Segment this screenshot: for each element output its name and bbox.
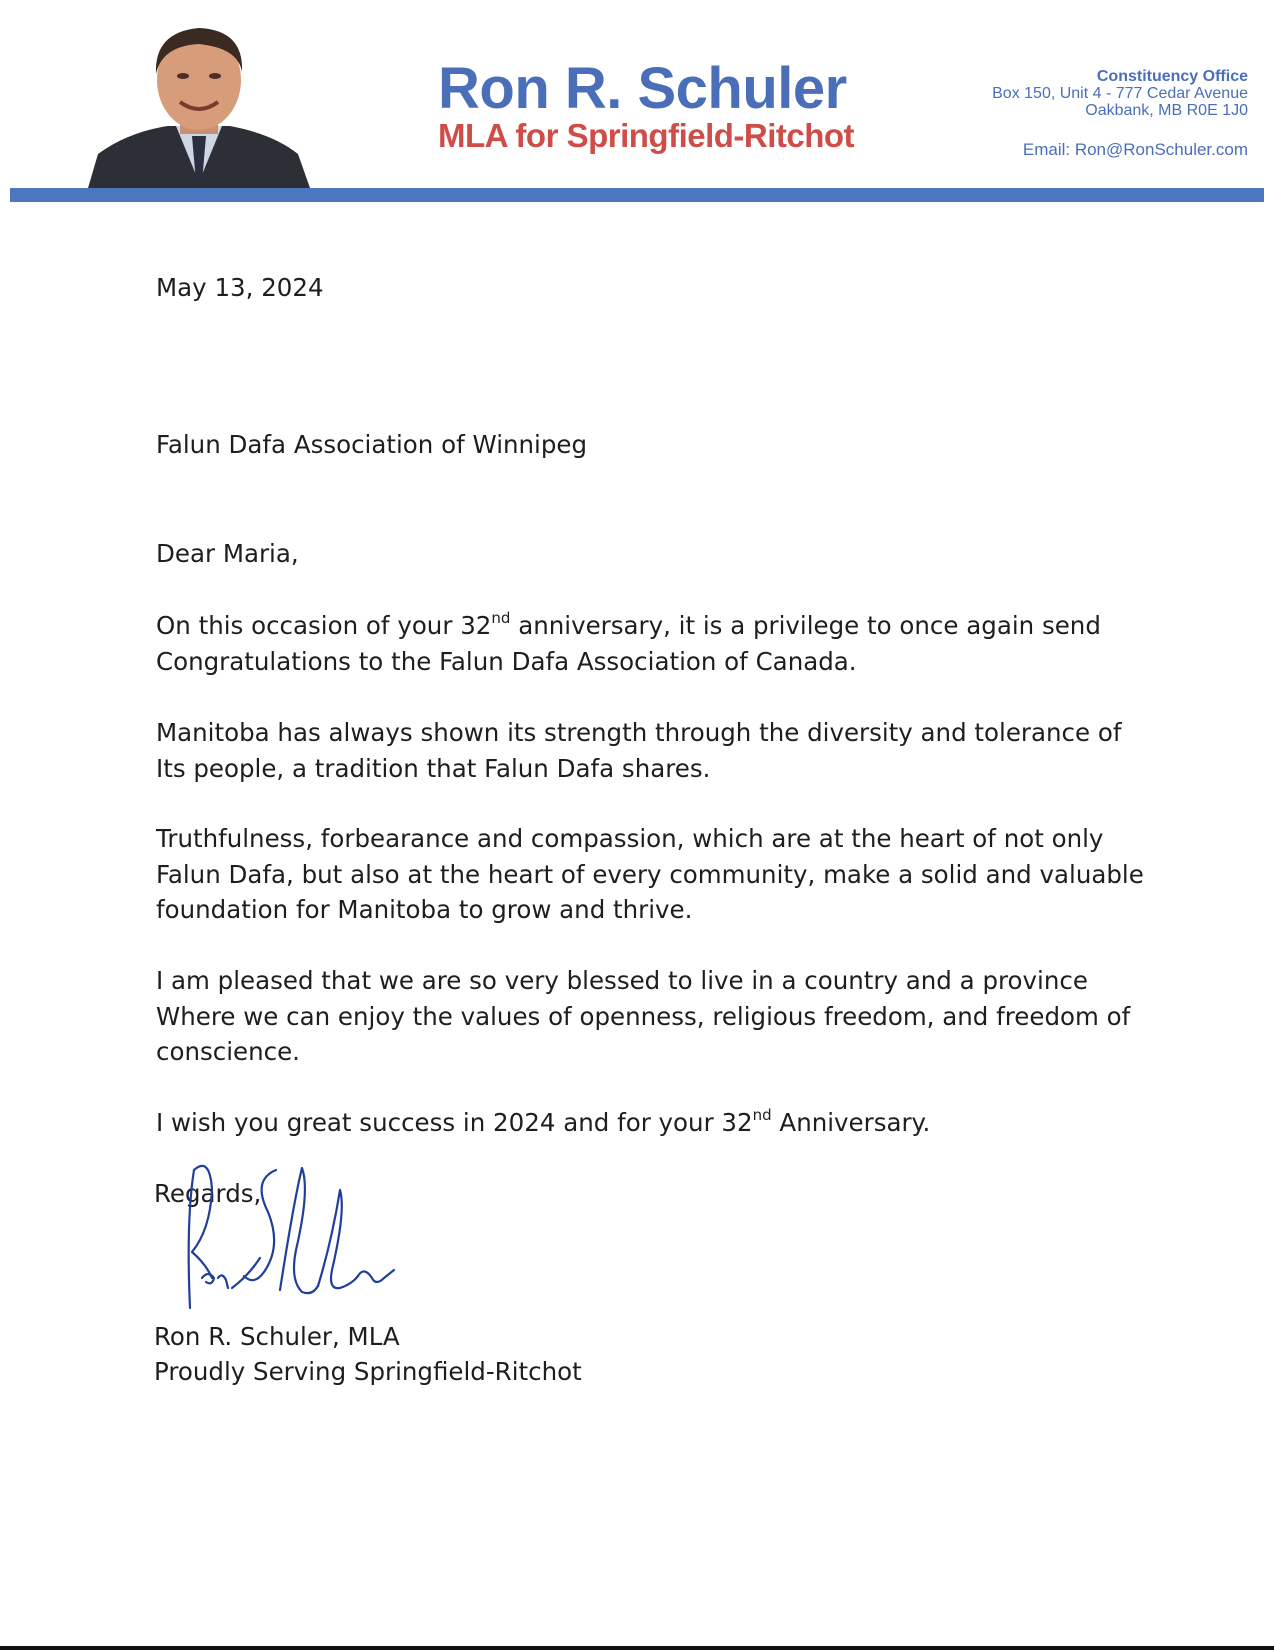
p1-text-b: anniversary, it is a privilege to once again send	[510, 611, 1101, 640]
office-email: Email: Ron@RonSchuler.com	[1022, 140, 1248, 159]
letter-recipient: Falun Dafa Association of Winnipeg	[156, 430, 588, 459]
paragraph-3	[156, 821, 1144, 928]
paragraph-4-line-2: Where we can enjoy the values of openness, religious freedom, and freedom of	[156, 1001, 1131, 1031]
p5-text-b: Anniversary.	[771, 1108, 931, 1137]
paragraph-4-line-1: I am pleased that we are so very blessed to live in a country and a province	[156, 966, 1088, 995]
mla-portrait-photo	[88, 14, 310, 188]
handwritten-signature	[172, 1160, 412, 1320]
paragraph-5-line-1	[156, 1105, 1116, 1141]
paragraph-2-line-2: Its people, a tradition that Falun Dafa shares.	[156, 753, 711, 783]
paragraph-3-line-2: Falun Dafa, but also at the heart of every community, make a solid and valuable	[156, 859, 1144, 889]
paragraph-1	[156, 608, 1116, 679]
paragraph-3-line-1: Truthfulness, forbearance and compassion, which are at the heart of not only	[156, 824, 1104, 853]
letterhead-title: MLA for Springfield-Ritchot	[438, 117, 855, 154]
paragraph-4-line-3: conscience.	[156, 1037, 300, 1066]
letterhead-name-block	[438, 58, 878, 154]
p5-ordinal-suffix: nd	[752, 1105, 772, 1124]
page-bottom-edge	[0, 1646, 1274, 1650]
p1-ordinal-suffix: nd	[491, 608, 511, 627]
paragraph-1-line-1	[156, 608, 1116, 644]
letter-closing: Regards,	[154, 1179, 262, 1208]
paragraph-2	[156, 715, 1122, 786]
letter-salutation: Dear Maria,	[156, 539, 299, 568]
paragraph-2-line-1: Manitoba has always shown its strength through the diversity and tolerance of	[156, 718, 1122, 747]
paragraph-4	[156, 963, 1131, 1070]
letterhead-name: Ron R. Schuler	[438, 56, 847, 121]
office-heading: Constituency Office	[1096, 68, 1248, 85]
p5-text-a: I wish you great success in 2024 and for your 32	[156, 1108, 753, 1137]
signer-name: Ron R. Schuler, MLA	[154, 1322, 400, 1351]
paragraph-3-line-3: foundation for Manitoba to grow and thrive.	[156, 895, 693, 924]
constituency-office-block	[918, 68, 1248, 158]
office-address-line2: Oakbank, MB R0E 1J0	[1085, 102, 1248, 119]
letter-date: May 13, 2024	[156, 273, 324, 302]
signer-role: Proudly Serving Springfield-Ritchot	[154, 1357, 582, 1386]
paragraph-5	[156, 1105, 1116, 1141]
office-address-line1: Box 150, Unit 4 - 777 Cedar Avenue	[992, 85, 1248, 102]
p1-text-a: On this occasion of your 32	[156, 611, 492, 640]
letterhead-divider	[10, 188, 1264, 202]
paragraph-1-line-2: Congratulations to the Falun Dafa Association of Canada.	[156, 646, 857, 676]
